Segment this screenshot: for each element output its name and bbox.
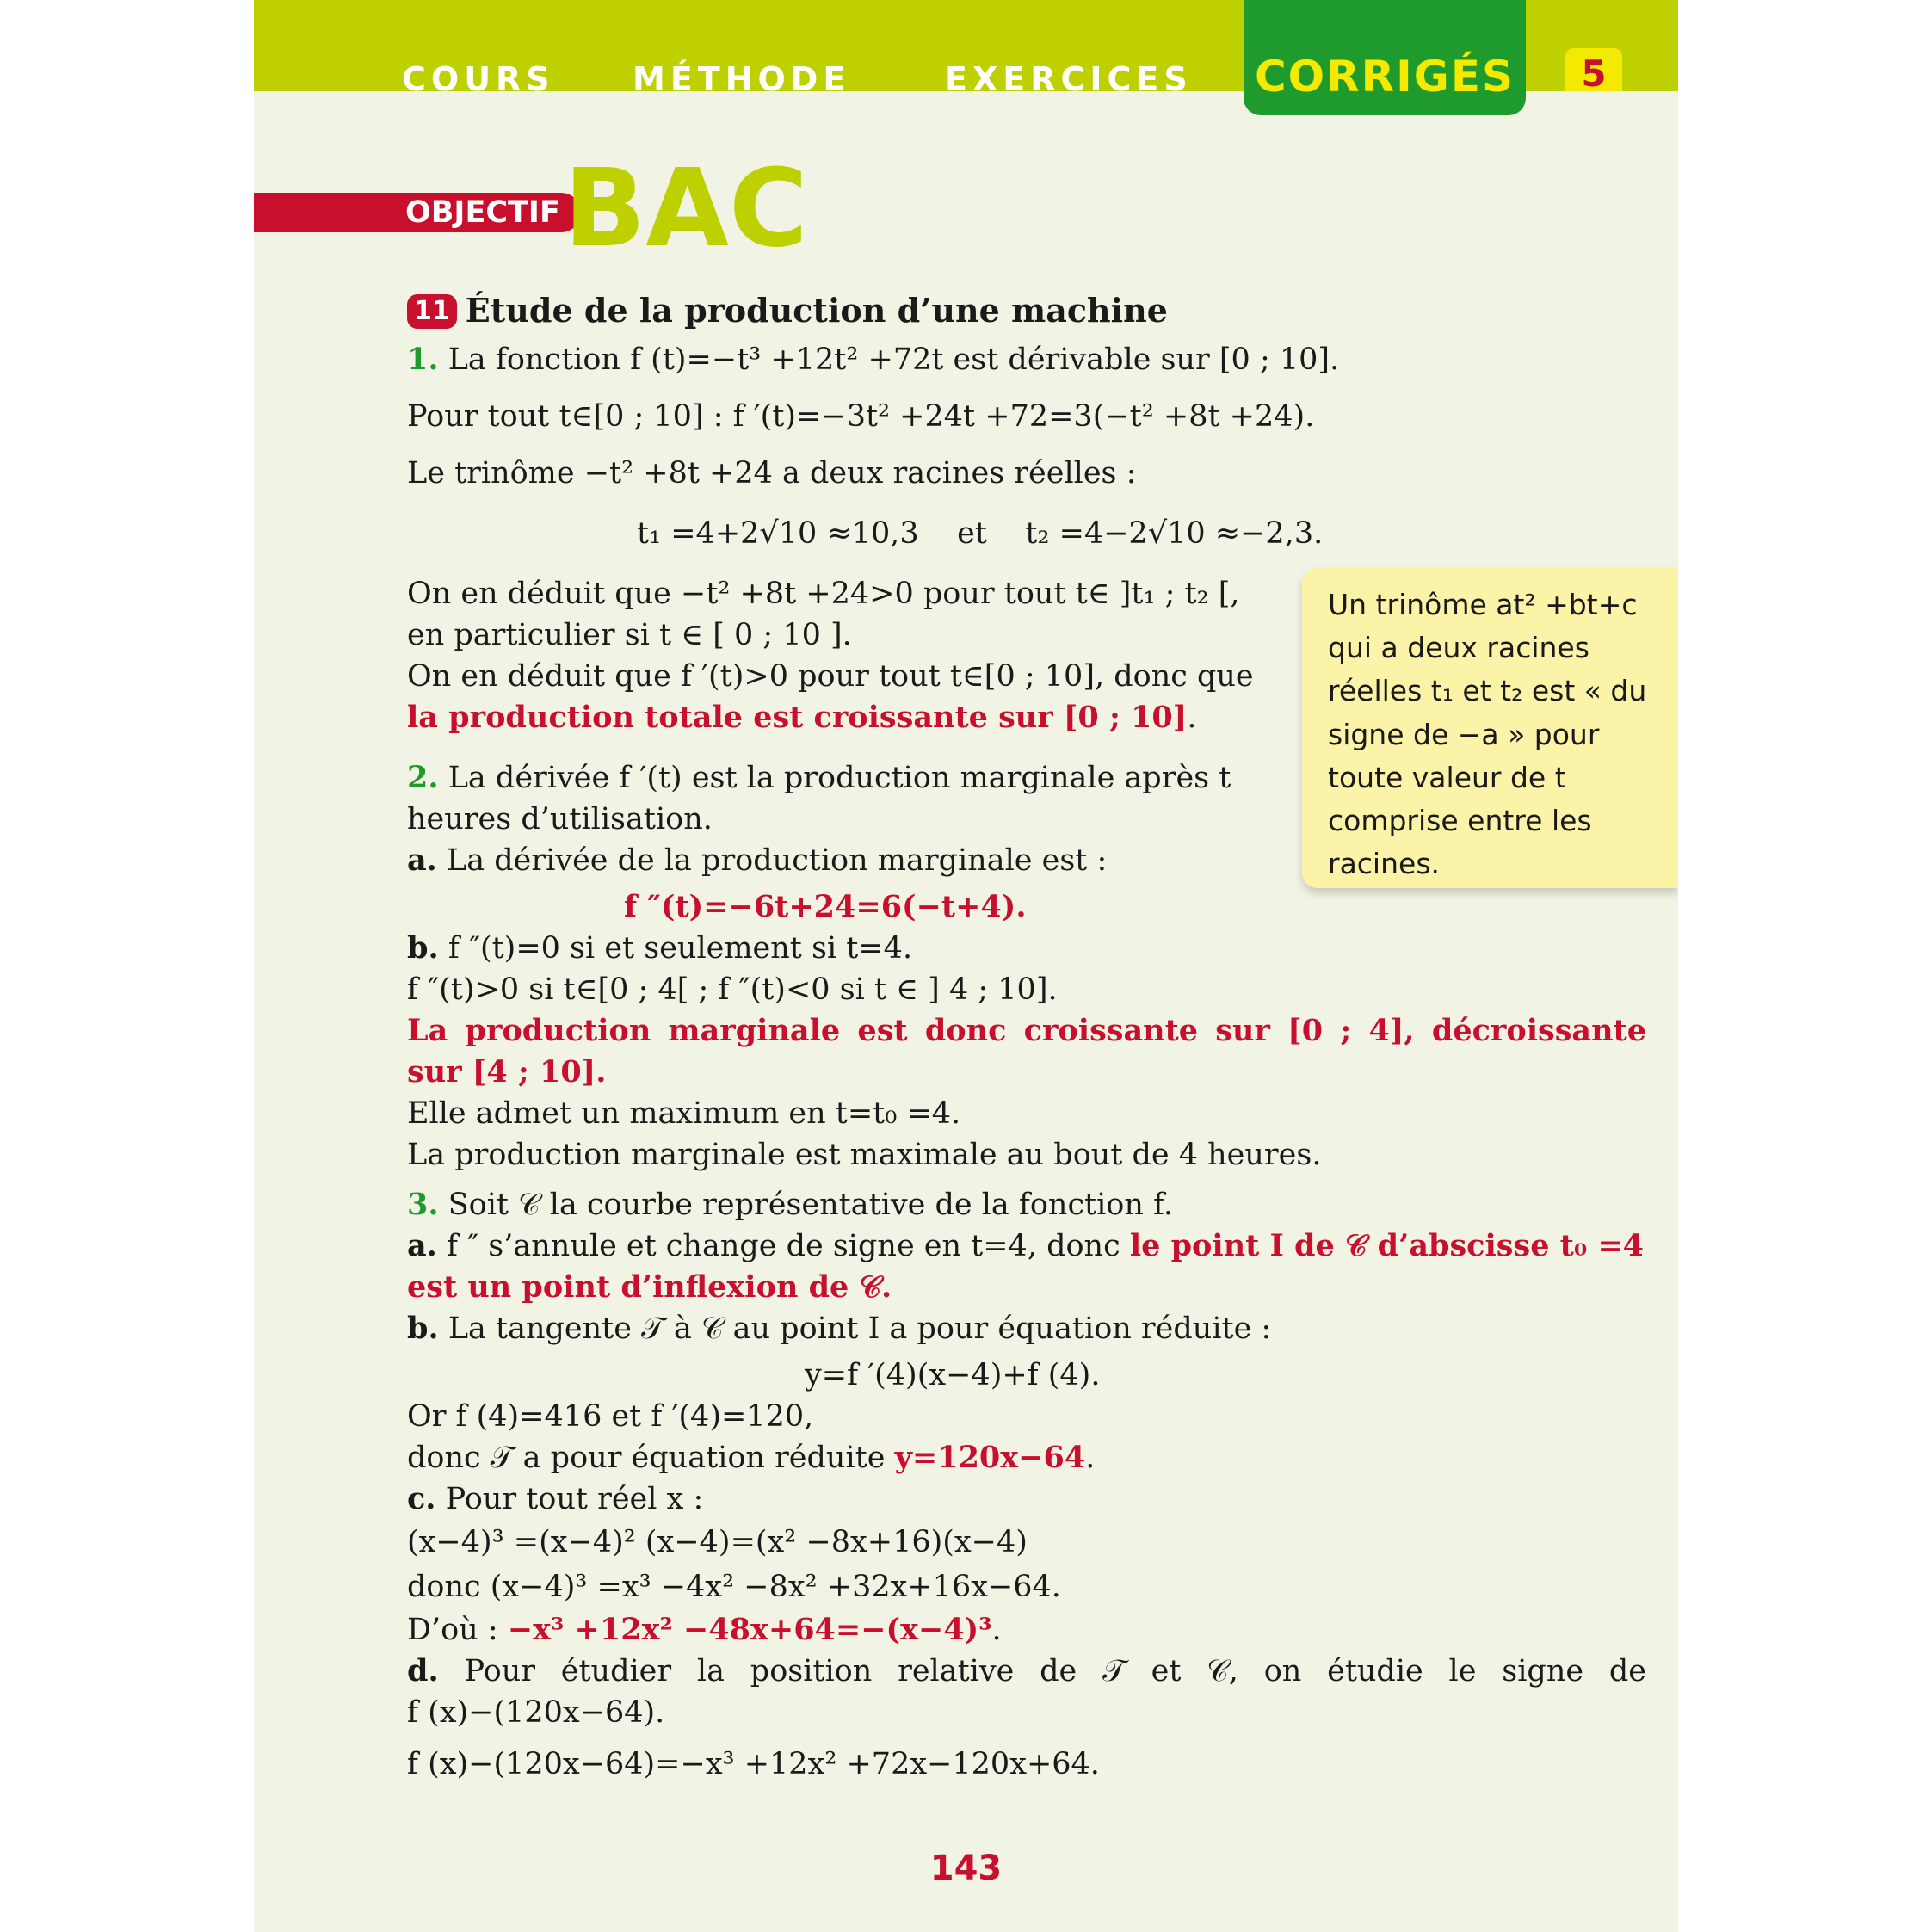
line-q3a: a. f ″ s’annule et change de signe en t=4, donc le point I de 𝒞 d’abscisse t₀ =4 xyxy=(407,1228,1645,1263)
objectif-label: OBJECTIF xyxy=(405,195,560,230)
nav-corriges-label: CORRIGÉS xyxy=(1254,52,1515,102)
exercise-number-badge: 11 xyxy=(407,294,457,329)
exercise-title-text: Étude de la production d’une machine xyxy=(465,291,1168,330)
line-q3d: d. Pour étudier la position relative de 𝒯 et 𝒞, on étudie le signe de xyxy=(407,1653,1646,1688)
second-derivative: f ″(t)=−6t+24=6(−t+4). xyxy=(624,889,1027,924)
side-note-text: Un trinôme at² +bt+c qui a deux racines réelles t₁ et t₂ est « du signe de −a » pour toute valeur de t comprise entre les racines. xyxy=(1328,588,1647,881)
nav-cours[interactable]: COURS xyxy=(402,60,555,98)
conclusion-2: La production marginale est donc croissante sur [0 ; 4], décroissante xyxy=(407,1013,1646,1048)
roots-formula: t₁ =4+2√10 ≈10,3 et t₂ =4−2√10 ≈−2,3. xyxy=(637,516,1324,551)
line-1: 1. La fonction f (t)=−t³ +12t² +72t est dérivable sur [0 ; 10]. xyxy=(407,342,1340,377)
line-q3b: b. La tangente 𝒯 à 𝒞 au point I a pour équation réduite : xyxy=(407,1311,1272,1346)
page xyxy=(254,0,1678,1932)
line-sign: f ″(t)>0 si t∈[0 ; 4[ ; f ″(t)<0 si t ∈ ] 4 ; 10]. xyxy=(407,972,1058,1007)
conclusion-3: est un point d’inflexion de 𝒞. xyxy=(407,1269,892,1305)
conclusion-1: la production totale est croissante sur [0 ; 10]. xyxy=(407,700,1197,735)
line-tangent: donc 𝒯 a pour équation réduite y=120x−64. xyxy=(407,1440,1096,1475)
line-2: Pour tout t∈[0 ; 10] : f ′(t)=−3t² +24t +72=3(−t² +8t +24). xyxy=(407,399,1315,434)
line-expand-b: donc (x−4)³ =x³ −4x² −8x² +32x+16x−64. xyxy=(407,1570,1061,1604)
line-5: On en déduit que −t² +8t +24>0 pour tout t∈ ]t₁ ; t₂ [, xyxy=(407,577,1240,611)
page-number: 143 xyxy=(929,1849,1003,1888)
line-q2-b: heures d’utilisation. xyxy=(407,802,713,836)
tangent-formula: y=f ′(4)(x−4)+f (4). xyxy=(805,1358,1101,1392)
nav-exercices[interactable]: EXERCICES xyxy=(945,60,1193,98)
line-expand: (x−4)³ =(x−4)² (x−4)=(x² −8x+16)(x−4) xyxy=(407,1525,1028,1559)
line-q3d-b: f (x)−(120x−64). xyxy=(407,1695,665,1730)
bac-title: BAC xyxy=(564,146,808,271)
line-q3c: c. Pour tout réel x : xyxy=(407,1481,704,1516)
nav-methode[interactable]: MÉTHODE xyxy=(633,60,851,98)
side-note xyxy=(1302,568,1678,888)
line-values: Or f (4)=416 et f ′(4)=120, xyxy=(407,1399,814,1434)
line-max-b: La production marginale est maximale au bout de 4 heures. xyxy=(407,1138,1322,1172)
line-q2b: b. f ″(t)=0 si et seulement si t=4. xyxy=(407,930,913,966)
line-6: en particulier si t ∈ [ 0 ; 10 ]. xyxy=(407,618,852,652)
line-7: On en déduit que f ′(t)>0 pour tout t∈[0 ; 10], donc que xyxy=(407,659,1254,694)
line-max: Elle admet un maximum en t=t₀ =4. xyxy=(407,1096,961,1131)
exercise-title xyxy=(407,289,1168,332)
conclusion-2b: sur [4 ; 10]. xyxy=(407,1054,607,1089)
line-3: Le trinôme −t² +8t +24 a deux racines réelles : xyxy=(407,456,1137,491)
nav-corriges-tab[interactable] xyxy=(1244,0,1526,115)
chapter-number: 5 xyxy=(1565,48,1622,91)
line-q2: 2. La dérivée f ′(t) est la production marginale après t xyxy=(407,760,1231,795)
line-q2a: a. La dérivée de la production marginale est : xyxy=(407,843,1108,878)
line-dou: D’où : −x³ +12x² −48x+64=−(x−4)³. xyxy=(407,1612,1002,1647)
line-final: f (x)−(120x−64)=−x³ +12x² +72x−120x+64. xyxy=(407,1747,1100,1781)
line-q3: 3. Soit 𝒞 la courbe représentative de la fonction f. xyxy=(407,1187,1173,1222)
